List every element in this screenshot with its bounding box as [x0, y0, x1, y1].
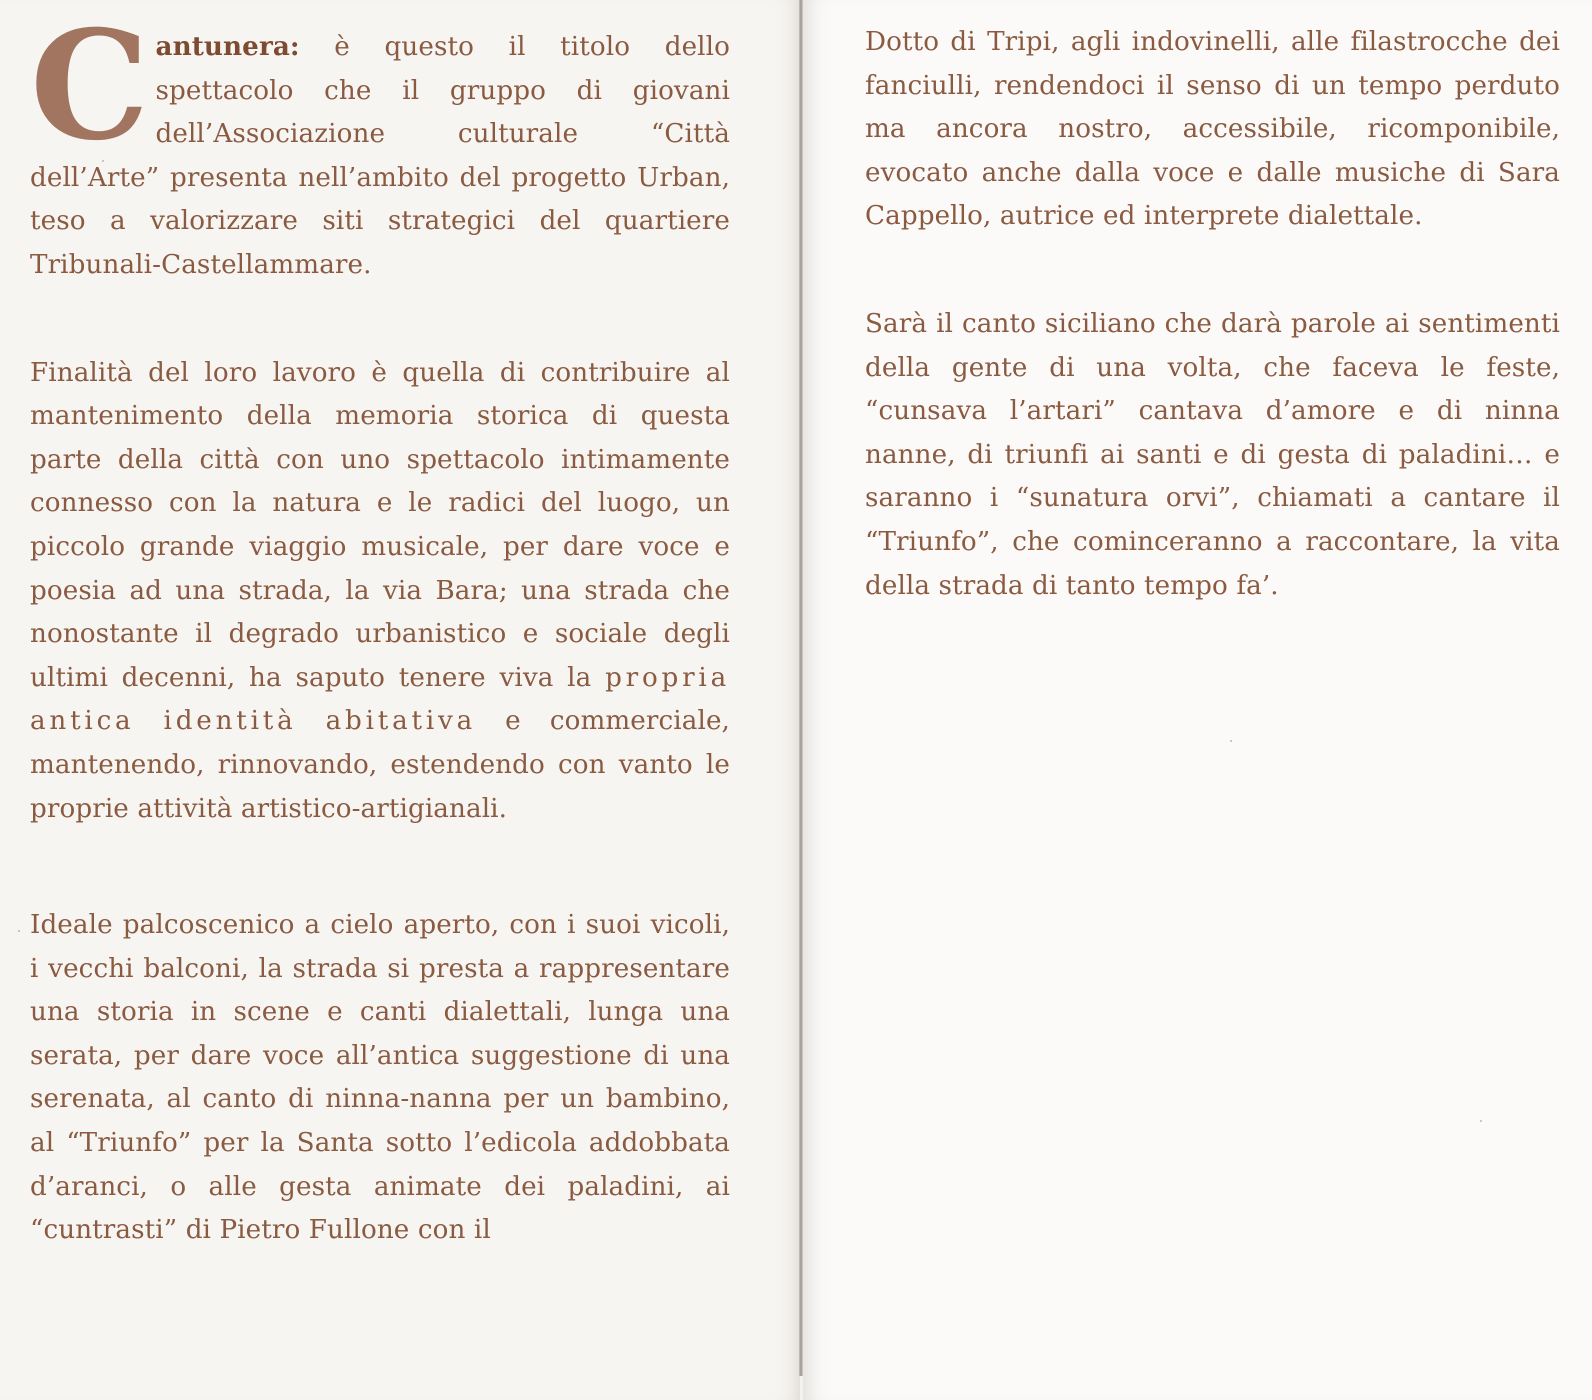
paper-speck — [1480, 1120, 1482, 1122]
song-paragraph: Sarà il canto siciliano che darà parole ai sentimenti della gente di una volta, che faceva le feste, “cunsava l’artari” cantava d’amore e di ninna nanne, di triunfi ai santi e di gesta di paladini… e saranno i “sunatura orvi”, chiamati a cantare il “Triunfo”, che cominceranno a raccontare, la vita della strada di tanto tempo fa’. — [865, 308, 1560, 601]
lead-word: antunera: — [155, 31, 300, 62]
right-text-column — [865, 21, 1560, 608]
paper-speck — [18, 930, 20, 932]
stage-paragraph: Ideale palcoscenico a cielo aperto, con i suoi vicoli, i vecchi balconi, la strada si presta a rappresentare una storia in scene e canti dialettali, lunga una serata, per dare voce all’antica suggestione di una serenata, al canto di ninna-nanna per un bambino, al “Triunfo” per la Santa sotto l’edicola addobbata d’aranci, o alle gesta animate dei paladini, ai “cuntrasti” di Pietro Fullone con il — [30, 910, 730, 1246]
purpose-paragraph-text-a: Finalità del loro lavoro è quella di contribuire al mantenimento della memoria storica di questa parte della città con uno spettacolo intimamente connesso con la natura e le radici del luogo, un piccolo grande viaggio musicale, per dare voce e poesia ad una strada, la via Bara; una strada che nonostante il degrado urbanistico e sociale degli ultimi decenni, ha saputo tenere viva la — [30, 357, 730, 693]
purpose-paragraph — [30, 352, 730, 832]
purpose-paragraph-text-b: propria antica identità abitativa e — [30, 662, 730, 737]
left-text-column — [30, 0, 730, 1253]
page-gutter — [799, 0, 803, 1376]
purpose-paragraph-text-c: commerciale, mantenendo, rinnovando, estendendo con vanto le proprie attività artistico-artigianali. — [30, 706, 730, 824]
continuation-paragraph: Dotto di Tripi, agli indovinelli, alle filastrocche dei fanciulli, rendendoci il senso di un tempo perduto ma ancora nostro, accessibile, ricomponibile, evocato anche dalla voce e dalle musiche di Sara Cappello, autrice ed interprete dialettale. — [865, 27, 1560, 232]
paper-speck — [1230, 740, 1232, 742]
intro-paragraph — [30, 0, 730, 288]
drop-cap: C — [30, 0, 150, 174]
intro-paragraph-text: è questo il titolo dello spettacolo che il gruppo di giovani dell’Associazione culturale “Città dell’Arte” presenta nell’ambito del progetto Urban, teso a valorizzare siti strategici del quartiere Tribunali-Castellammare. — [30, 32, 730, 280]
